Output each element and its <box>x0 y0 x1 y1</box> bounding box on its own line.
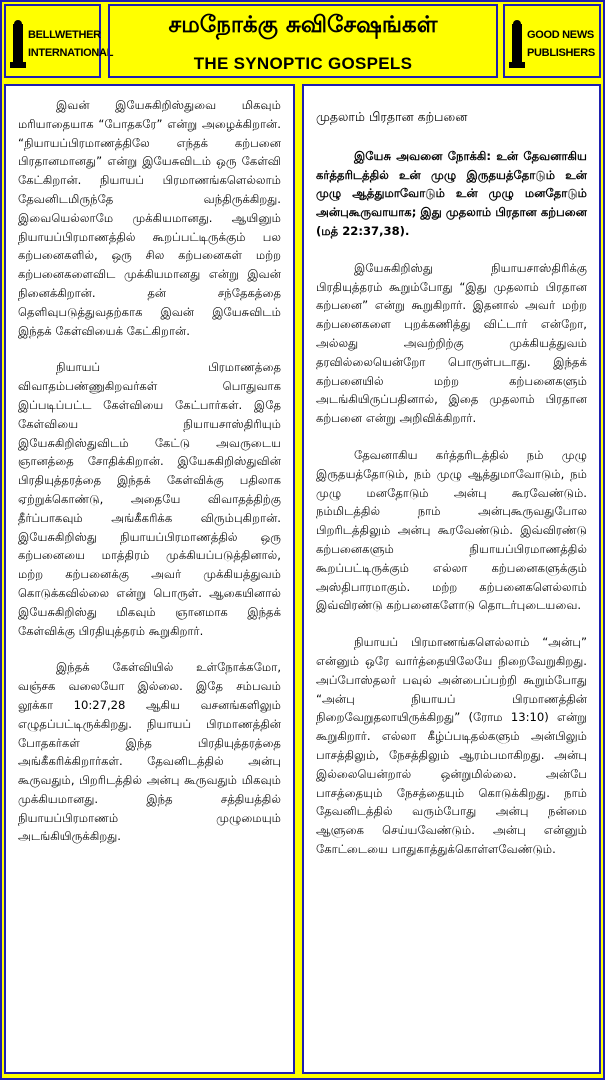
left-logo-line1: BELLWETHER <box>28 29 101 41</box>
left-column <box>4 84 295 1074</box>
right-paragraph-1: இயேசுகிறிஸ்து நியாயசாஸ்திரிக்கு பிரதியுத்தரம் கூறும்போது “இது முதலாம் பிரதான கற்பனை” என்று கூறுகிறார். இதனால் அவர் மற்ற கற்பனைகளை புறக்கணித்து விட்டார் என்றோ, அல்லது அவற்றிற்கு முக்கியத்துவம் தரவில்லையென்றோ பொருள்படாது. இந்தக் கற்பனையில் மற்ற கற்பனைகளும் அடங்கியிருப்பதினால், இதை முதலாம் பிரதான கற்பனை என்று அறிவிக்கிறார். <box>316 260 587 426</box>
left-logo-line2: INTERNATIONAL <box>28 47 114 59</box>
shepherd-figure-icon <box>10 20 26 70</box>
right-logo-line2: PUBLISHERS <box>527 47 595 59</box>
page-title-tamil: சமநோக்கு சுவிசேஷங்கள் <box>168 12 438 38</box>
right-paragraph-3: நியாயப் பிரமாணங்களெல்லாம் “அன்பு” என்னும் ஒரே வார்த்தையிலேயே நிறைவேறுகிறது. அப்போஸ்தலர் பவுல் அன்பைப்பற்றி கூறும்போது “அன்பு நியாயப் பிரமாணத்தின் நிறைவேறுதலாயிருக்கிறது” (ரோம 13:10) என்று கூறுகிறார். எல்லா கீழ்ப்படிதல்களும் அன்பிலும் பாசத்திலும், நேசத்திலும் ஆரம்பமாகிறது. அன்பு இல்லையென்றால் ஒன்றுமில்லை. அன்பே பாசத்தையும் நேசத்தையும் கொடுக்கிறது. நாம் தேவனிடத்தில் வரும்போது அன்பு நன்மை ஆளுகை செய்யவேண்டும். அன்பு என்னும் கோட்டையை பாதுகாத்துக்கொள்ளவேண்டும். <box>316 635 587 856</box>
scripture-quote: இயேசு அவனை நோக்கி: உன் தேவனாகிய கர்த்தரிடத்தில் உன் முழு இருதயத்தோடும் உன் முழு ஆத்துமாவோடும் உன் முழு மனதோடும் அன்புகூருவாயாக; இது முதலாம் பிரதான கற்பனை (மத் 22:37,38). <box>316 148 587 238</box>
page-header <box>2 2 603 80</box>
left-paragraph-3: இந்தக் கேள்வியில் உள்நோக்கமோ, வஞ்சக வலையோ இல்லை. இதே சம்பவம் லூக்கா 10:27,28 ஆகிய வசனங்களிலும் எழுதப்பட்டிருக்கிறது. நியாயப் பிரமாணத்தின் போதகர்கள் இந்த பிரதியுத்தரத்தை அங்கீகரிக்கிறார்கள். தேவனிடத்தில் அன்பு கூருவதும், பிறரிடத்தில் அன்பு கூருவதும் மிகவும் முக்கியமானது. இந்த சத்தியத்தில் நியாயப்பிரமாணம் முழுமையும் அடங்கியிருக்கிறது. <box>18 660 281 844</box>
right-paragraph-2: தேவனாகிய கர்த்தரிடத்தில் நம் முழு இருதயத்தோடும், நம் முழு ஆத்துமாவோடும், நம் முழு மனதோடும் அன்பு கூரவேண்டும். நம்மிடத்தில் நாம் அன்புகூருவதுபோல பிறரிடத்திலும் அன்பு கூரவேண்டும். இவ்விரண்டு கற்பனைகளும் நியாயப்பிரமாணத்தில் கூறப்பட்டிருக்கும் எல்லா கற்பனைகளுக்கும் அஸ்திபாரமாகும். மற்ற கற்பனைகளெல்லாம் இவ்விரண்டு கற்பனைகளோடு தொடர்புடையவை. <box>316 447 587 613</box>
publisher-logo-left <box>4 4 114 78</box>
publisher-logo-right <box>503 4 601 78</box>
right-column <box>302 84 601 1074</box>
page-title-english: THE SYNOPTIC GOSPELS <box>193 54 413 73</box>
left-paragraph-2: நியாயப் பிரமாணத்தை விவாதம்பண்ணுகிறவர்கள் பொதுவாக இப்படிப்பட்ட கேள்வியை கேட்பார்கள். இதே கேள்வியை நியாயசாஸ்திரியும் இயேசுகிறிஸ்துவிடம் கேட்டு அவருடைய ஞானத்தை சோதிக்கிறான். இயேசுகிறிஸ்துவின் பிரதியுத்தரத்தை இந்தக் கேள்விக்கு பதிலாக ஏற்றுக்கொண்டு, அதையே விவாதத்திற்கு தீர்ப்பாகவும் அங்கீகரிக்க விரும்புகிறான். இயேசுகிறிஸ்து நியாயப்பிரமாணத்தில் ஒரு கற்பனையை மாத்திரம் முக்கியப்படுத்தினால், மற்ற கற்பனைக்கு அவர் முக்கியத்துவம் கொடுக்கவில்லை என்று பொருள். ஆகையினால் இயேசுகிறிஸ்து மிகவும் ஞானமாக இந்தக் கேள்விக்கு பிரதியுத்தரம் கூறுகிறார். <box>18 360 281 638</box>
right-logo-line1: GOOD NEWS <box>527 29 594 41</box>
left-paragraph-1: இவன் இயேசுகிறிஸ்துவை மிகவும் மரியாதையாக “போதகரே” என்று அழைக்கிறான். “நியாயப்பிரமாணத்திலே எந்தக் கற்பனை பிரதானமானது” என்று இயேசுவிடம் ஒரு கேள்வி கேட்கிறான். நியாயப் பிரமாணங்களெல்லாம் தேவனிடமிருந்தே வந்திருக்கிறது. இவையெல்லாமே முக்கியமானது. ஆயினும் நியாயப்பிரமாணத்தில் கூறப்பட்டிருக்கும் பல கற்பனைகளில், ஒரு சில கற்பனைகள் மற்ற கற்பனைகளைவிட முக்கியமானது என்று இவன் நினைக்கிறான். தன் சந்தேகத்தை தெளிவுபடுத்துவதற்காக இவன் இயேசுவிடம் இந்தக் கேள்வியைக் கேட்கிறான். <box>18 98 281 338</box>
title-box <box>108 4 498 78</box>
messenger-figure-icon <box>509 20 525 70</box>
section-heading: முதலாம் பிரதான கற்பனை <box>316 109 468 124</box>
